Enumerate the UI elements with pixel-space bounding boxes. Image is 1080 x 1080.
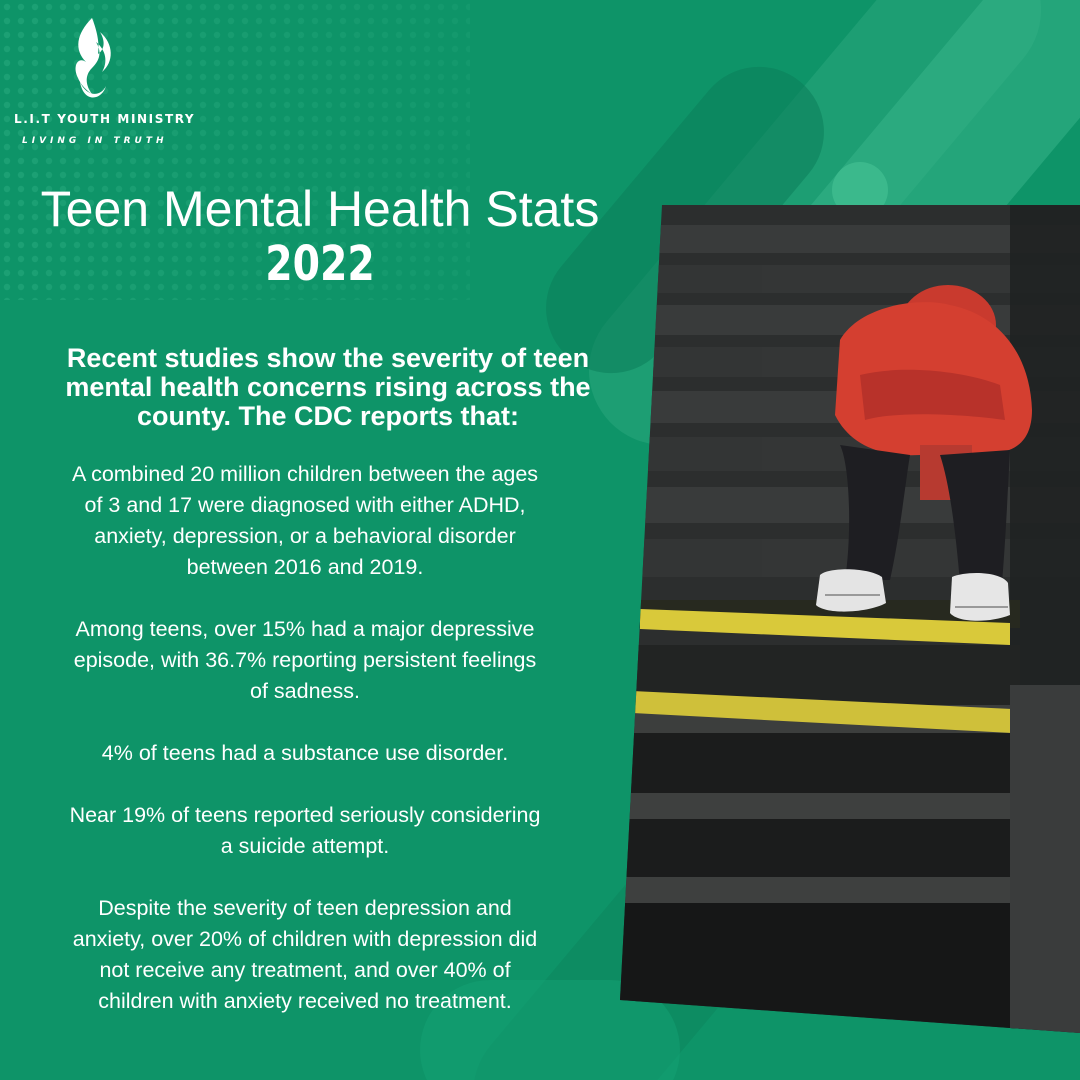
brand-tagline: LIVING IN TRUTH — [22, 136, 168, 146]
stat-item: A combined 20 million children between the ages of 3 and 17 were diagnosed with either ADHD, anxiety, depression, or a behavioral disorder between 2016 and 2019. — [71, 462, 539, 579]
flame-icon — [62, 16, 122, 104]
page-title: Teen Mental Health Stats — [40, 181, 600, 237]
stat-item: Despite the severity of teen depression and anxiety, over 20% of children with depression did not receive any treatment, and over 40% of children with anxiety received no treatment. — [72, 896, 538, 1013]
intro-paragraph: Recent studies show the severity of teen mental health concerns rising across the county. The CDC reports that: — [65, 343, 591, 431]
teen-on-stairs-photo — [620, 205, 1080, 1033]
stats-list — [62, 459, 548, 1048]
stat-item: Near 19% of teens reported seriously considering a suicide attempt. — [69, 803, 541, 858]
logo[interactable] — [0, 8, 196, 148]
brand-name: L.I.T YOUTH MINISTRY — [14, 112, 196, 126]
stat-item: Among teens, over 15% had a major depressive episode, with 36.7% reporting persistent feelings of sadness. — [73, 617, 537, 703]
page-year: 2022 — [265, 236, 375, 292]
stat-item: 4% of teens had a substance use disorder. — [101, 741, 509, 765]
